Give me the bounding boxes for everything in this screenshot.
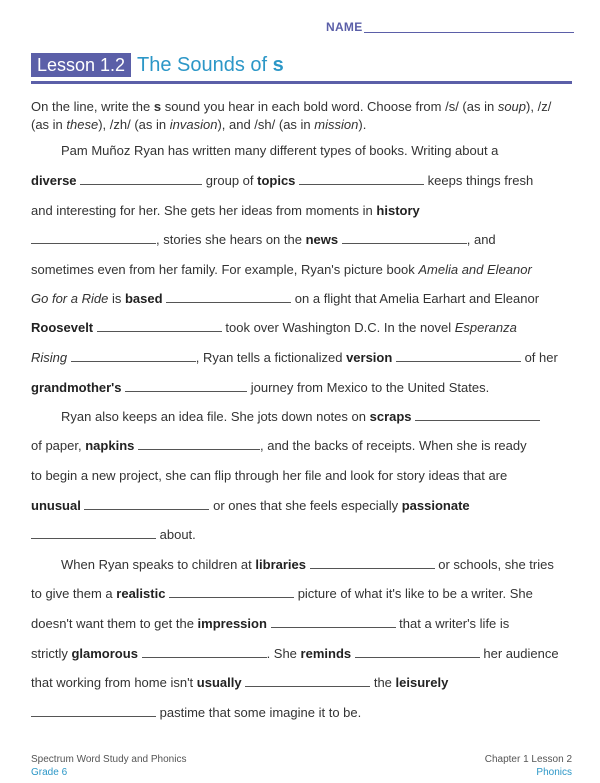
passage-text: Pam Muñoz Ryan has written many different types of books. Writing about a <box>61 143 499 158</box>
passage-line <box>31 291 576 306</box>
instr-example: soup <box>497 99 527 114</box>
instr-example: mission <box>314 117 359 132</box>
instructions <box>31 98 571 134</box>
target-word: leisurely <box>395 675 449 690</box>
answer-blank[interactable] <box>84 508 209 510</box>
target-word: news <box>305 232 339 247</box>
book-title: Amelia and Eleanor <box>418 262 532 277</box>
instr-text: ), /zh/ (as in <box>98 117 170 132</box>
passage-text: or ones that she feels especially <box>213 498 399 513</box>
target-word: history <box>376 203 420 218</box>
answer-blank[interactable] <box>396 360 521 362</box>
passage-text: group of <box>205 173 254 188</box>
target-word: realistic <box>116 586 166 601</box>
target-word: glamorous <box>71 646 138 661</box>
target-word: libraries <box>255 557 306 572</box>
passage-line <box>31 173 576 188</box>
passage-text: picture of what it's like to be a writer. She <box>297 586 533 601</box>
target-word: diverse <box>31 173 77 188</box>
footer-book-title: Spectrum Word Study and Phonics <box>31 754 187 765</box>
target-word: napkins <box>85 438 135 453</box>
target-word: unusual <box>31 498 81 513</box>
answer-blank[interactable] <box>342 242 467 244</box>
instr-text: sound you hear in each bold word. Choose from /s/ (as in <box>161 99 498 114</box>
book-title: Rising <box>31 350 68 365</box>
footer-chapter-info <box>485 753 572 779</box>
answer-blank[interactable] <box>31 242 156 244</box>
answer-blank[interactable] <box>31 715 156 717</box>
passage-line <box>31 409 600 424</box>
lesson-title-letter: s <box>272 54 284 76</box>
target-word: impression <box>197 616 267 631</box>
passage-text: pastime that some imagine it to be. <box>159 705 362 720</box>
answer-blank[interactable] <box>142 656 267 658</box>
passage-line <box>31 557 600 572</box>
passage-line <box>31 262 576 277</box>
passage-text: to begin a new project, she can flip through her file and look for story ideas that are <box>31 468 508 483</box>
passage-text: and interesting for her. She gets her ideas from moments in <box>31 203 373 218</box>
target-word: usually <box>196 675 242 690</box>
passage-text: Ryan also keeps an idea file. She jots down notes on <box>61 409 366 424</box>
passage-text: took over Washington D.C. In the novel <box>225 320 452 335</box>
target-word: scraps <box>369 409 412 424</box>
answer-blank[interactable] <box>138 448 260 450</box>
passage-line <box>31 616 576 631</box>
answer-blank[interactable] <box>355 656 480 658</box>
name-label: NAME <box>326 20 363 34</box>
name-field[interactable] <box>326 17 576 39</box>
passage-text: is <box>111 291 122 306</box>
answer-blank[interactable] <box>97 330 222 332</box>
target-word: topics <box>257 173 296 188</box>
passage-text: doesn't want them to get the <box>31 616 194 631</box>
instr-text: ). <box>358 117 367 132</box>
target-word: version <box>346 350 393 365</box>
title-divider <box>31 81 572 84</box>
passage-text: strictly <box>31 646 68 661</box>
answer-blank[interactable] <box>271 626 396 628</box>
passage-text: , Ryan tells a fictionalized <box>195 350 343 365</box>
passage-text: that a writer's life is <box>399 616 510 631</box>
footer-grade: Grade 6 <box>31 767 68 778</box>
passage-text: on a flight that Amelia Earhart and Eleanor <box>294 291 540 306</box>
passage-text: that working from home isn't <box>31 675 194 690</box>
instr-text: On the line, write the <box>31 99 154 114</box>
passage-line <box>31 203 576 218</box>
lesson-number-badge: Lesson 1.2 <box>31 53 131 77</box>
passage-line <box>31 350 576 365</box>
passage-text: sometimes even from her family. For example, Ryan's picture book <box>31 262 415 277</box>
instr-bold-s: s <box>153 99 162 114</box>
passage-line <box>31 468 576 483</box>
passage-text: keeps things fresh <box>427 173 534 188</box>
passage-text: , and the backs of receipts. When she is ready <box>259 438 527 453</box>
answer-blank[interactable] <box>125 390 247 392</box>
passage-text: , and <box>466 232 496 247</box>
answer-blank[interactable] <box>71 360 196 362</box>
lesson-title <box>137 53 284 77</box>
footer-book-info <box>31 753 186 779</box>
answer-blank[interactable] <box>80 183 202 185</box>
book-title: Go for a Ride <box>31 291 109 306</box>
footer-subject: Phonics <box>536 767 572 778</box>
answer-blank[interactable] <box>299 183 424 185</box>
answer-blank[interactable] <box>31 537 156 539</box>
passage-line <box>31 380 576 395</box>
target-word: reminds <box>300 646 352 661</box>
passage-line <box>31 143 600 158</box>
passage-text: When Ryan speaks to children at <box>61 557 252 572</box>
passage-line <box>31 498 576 513</box>
passage-line <box>31 232 576 247</box>
passage-text: to give them a <box>31 586 113 601</box>
passage-line <box>31 527 576 542</box>
passage-line <box>31 586 576 601</box>
answer-blank[interactable] <box>166 301 291 303</box>
passage-text: , stories she hears on the <box>156 232 302 247</box>
target-word: based <box>124 291 163 306</box>
passage-text: journey from Mexico to the United States. <box>250 380 490 395</box>
instr-example: these <box>66 117 99 132</box>
passage-line <box>31 438 576 453</box>
passage-text: her audience <box>483 646 559 661</box>
passage-text: . She <box>266 646 297 661</box>
book-title: Esperanza <box>454 320 517 335</box>
answer-blank[interactable] <box>245 685 370 687</box>
passage-line <box>31 646 576 661</box>
lesson-title-text: The Sounds of <box>137 54 268 76</box>
passage-text: the <box>373 675 392 690</box>
passage-text: about. <box>159 527 196 542</box>
instr-text: ), and /sh/ (as in <box>217 117 315 132</box>
instr-text: ), /z/ (as in <box>31 99 552 132</box>
answer-blank[interactable] <box>169 596 294 598</box>
instr-example: invasion <box>169 117 218 132</box>
passage-text: of paper, <box>31 438 82 453</box>
passage-text: or schools, she tries <box>438 557 554 572</box>
target-word: passionate <box>401 498 470 513</box>
answer-blank[interactable] <box>415 419 540 421</box>
target-word: Roosevelt <box>31 320 94 335</box>
passage-line <box>31 320 576 335</box>
passage-text: of her <box>524 350 558 365</box>
target-word: grandmother's <box>31 380 122 395</box>
name-line[interactable] <box>364 32 574 33</box>
passage-line <box>31 705 576 720</box>
footer-chapter: Chapter 1 Lesson 2 <box>484 754 572 765</box>
passage-line <box>31 675 576 690</box>
answer-blank[interactable] <box>310 567 435 569</box>
